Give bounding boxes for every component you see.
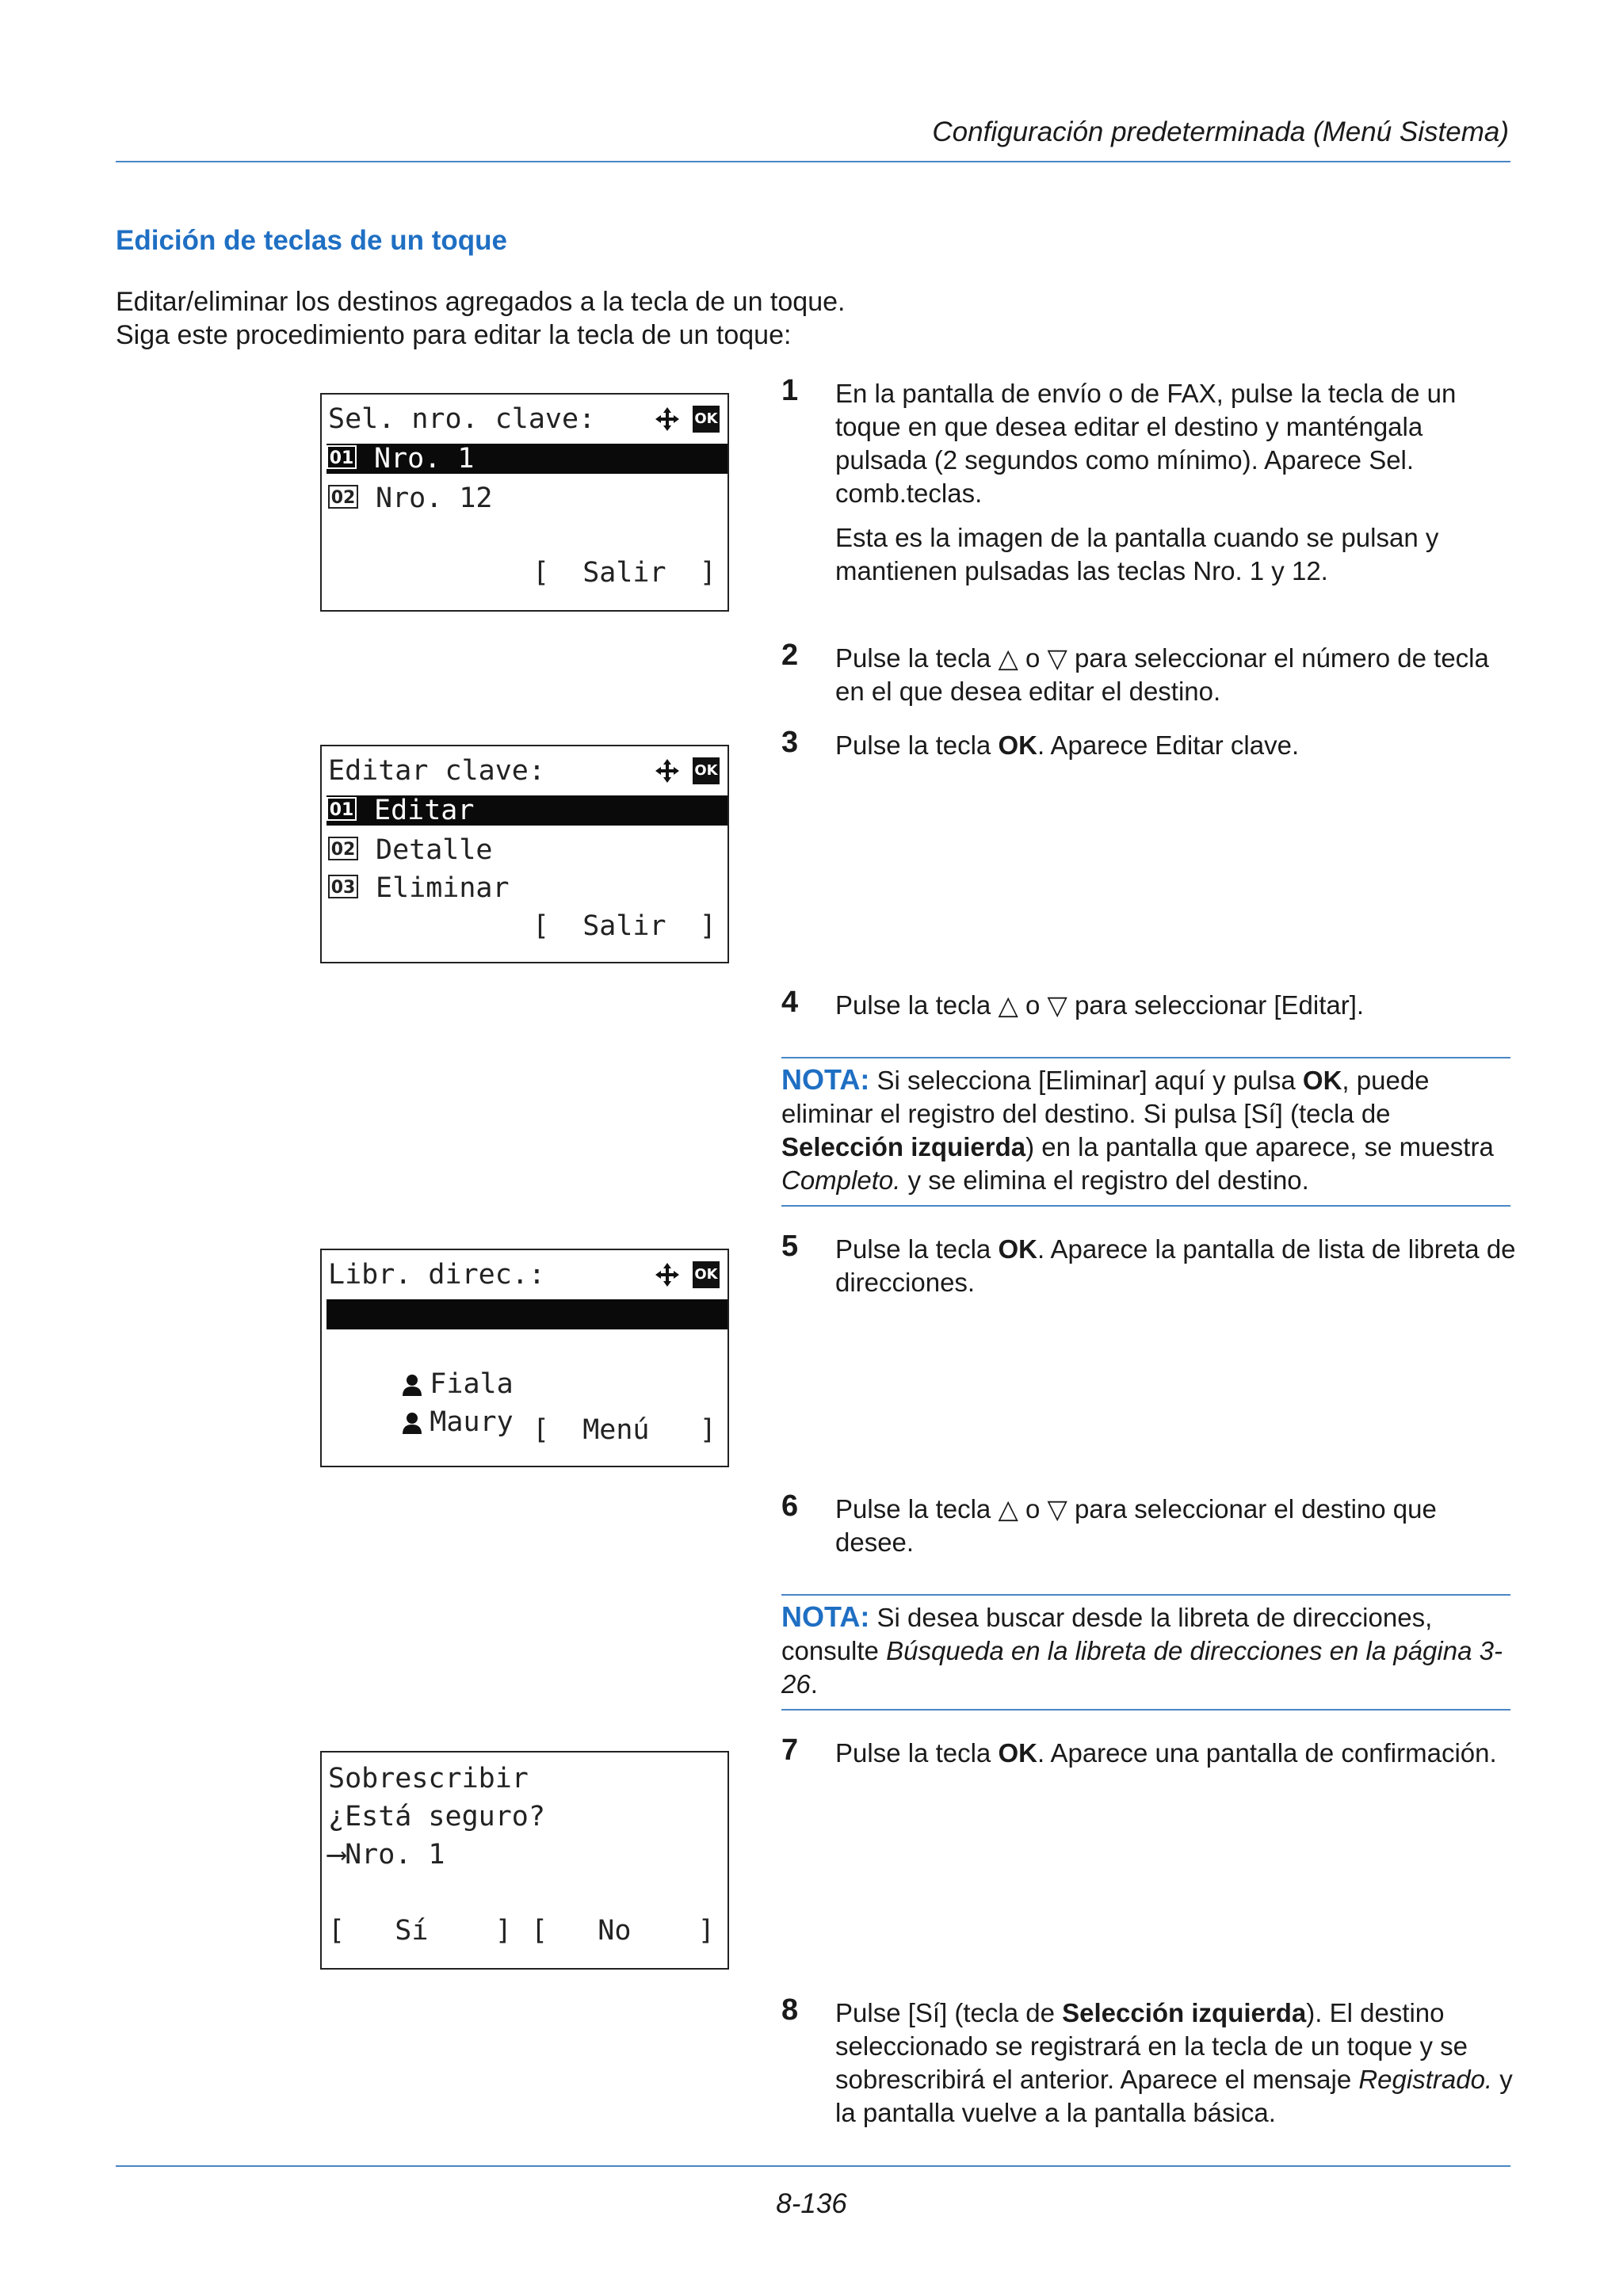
lcd-screen-edit-key: [320, 745, 729, 963]
cross-arrows-icon: [653, 405, 682, 433]
step-number: 2: [781, 639, 799, 672]
step-text: Pulse la tecla OK. Aparece una pantalla de confirmación.: [835, 1738, 1497, 1768]
step-text: Pulse la tecla △ o ▽ para seleccionar el destino que desee.: [835, 1494, 1437, 1557]
page-number: 8-136: [776, 2188, 847, 2219]
note-label: NOTA:: [781, 1600, 870, 1633]
softkey-label: [ Salir ]: [533, 557, 716, 589]
person-icon: [395, 1410, 430, 1436]
ok-key-icon: OK: [693, 1261, 720, 1288]
screen-line: ⟶Nro. 1: [328, 1839, 445, 1871]
number-badge-icon: 01: [327, 797, 357, 821]
screen-title: Sel. nro. clave:: [328, 403, 596, 435]
ok-key-icon: OK: [693, 406, 720, 433]
number-badge-icon: 02: [328, 485, 358, 509]
step-text: Pulse la tecla △ o ▽ para seleccionar el número de tecla en el que desea editar el destino.: [835, 643, 1489, 706]
lcd-screen-select-key: [320, 393, 729, 612]
step-number: 6: [781, 1489, 799, 1523]
section-title: Edición de teclas de un toque: [116, 225, 507, 256]
note-label: NOTA:: [781, 1063, 870, 1096]
step-number: 4: [781, 986, 799, 1019]
number-badge-icon: 03: [328, 875, 358, 898]
footer-rule: [116, 2165, 1510, 2167]
step-number: 7: [781, 1733, 799, 1767]
step-number: 8: [781, 1993, 799, 2027]
step-text: En la pantalla de envío o de FAX, pulse la tecla de un toque en que desea editar el destino y manténgala pulsada (2 segundos como mínimo). Aparece Sel. comb.teclas.: [835, 379, 1457, 508]
screen-line: ¿Está seguro?: [328, 1801, 545, 1833]
number-badge-icon: 01: [327, 445, 357, 469]
screen-row: Maury: [328, 1377, 727, 1407]
lcd-screen-confirm-overwrite: [320, 1751, 729, 1970]
softkey-right-label: [ No ]: [531, 1915, 715, 1947]
cross-arrows-icon: [653, 1261, 682, 1289]
intro-line-1: Editar/eliminar los destinos agregados a la tecla de un toque.: [116, 287, 846, 317]
screen-line: Sobrescribir: [328, 1763, 529, 1794]
note-box: NOTA: Si desea buscar desde la libreta de direcciones, consulte Búsqueda en la libreta de direcciones en la página 3-26.: [781, 1594, 1510, 1711]
ok-key-icon: OK: [693, 757, 720, 784]
step-number: 1: [781, 374, 799, 407]
step-number: 5: [781, 1230, 799, 1263]
softkey-label: [ Salir ]: [533, 910, 716, 942]
header-rule: [116, 161, 1510, 162]
screen-row-selected: 01 Editar: [327, 795, 727, 826]
screen-row-selected: 01 Nro. 1: [327, 444, 727, 474]
screen-row-selected: Design: [327, 1299, 727, 1329]
lcd-screen-address-book: [320, 1249, 729, 1467]
step-text: Pulse [Sí] (tecla de Selección izquierda). El destino seleccionado se registrará en la tecla de un toque y se sobrescribirá el anterior. Aparece el mensaje Registrado. y la pantalla vuelve a la pantalla básica.: [835, 1998, 1513, 2127]
softkey-left-label: [ Sí ]: [328, 1915, 512, 1947]
step-extra-text: Esta es la imagen de la pantalla cuando se pulsan y mantienen pulsadas las teclas Nro. 1 y 12.: [835, 523, 1439, 585]
screen-row: 02 Detalle: [328, 835, 727, 865]
step-text: Pulse la tecla OK. Aparece la pantalla de lista de libreta de direcciones.: [835, 1234, 1516, 1297]
note-box: NOTA: Si selecciona [Eliminar] aquí y pulsa OK, puede eliminar el registro del destino. Si pulsa [Sí] (tecla de Selección izquierda) en la pantalla que aparece, se muestra Completo. y se elimina el registro del destino.: [781, 1057, 1510, 1207]
softkey-label: [ Menú ]: [533, 1414, 716, 1446]
screen-row: Fiala: [328, 1339, 727, 1369]
screen-row: 03 Eliminar: [328, 873, 727, 903]
step-text: Pulse la tecla △ o ▽ para seleccionar [Editar].: [835, 990, 1365, 1020]
intro-line-2: Siga este procedimiento para editar la tecla de un toque:: [116, 320, 792, 350]
running-header: Configuración predeterminada (Menú Sistema): [932, 116, 1509, 147]
number-badge-icon: 02: [328, 837, 358, 860]
screen-title: Editar clave:: [328, 755, 545, 787]
step-number: 3: [781, 726, 799, 759]
screen-row: 02 Nro. 12: [328, 483, 727, 513]
step-text: Pulse la tecla OK. Aparece Editar clave.: [835, 730, 1300, 760]
cross-arrows-icon: [653, 757, 682, 785]
screen-title: Libr. direc.:: [328, 1259, 545, 1291]
